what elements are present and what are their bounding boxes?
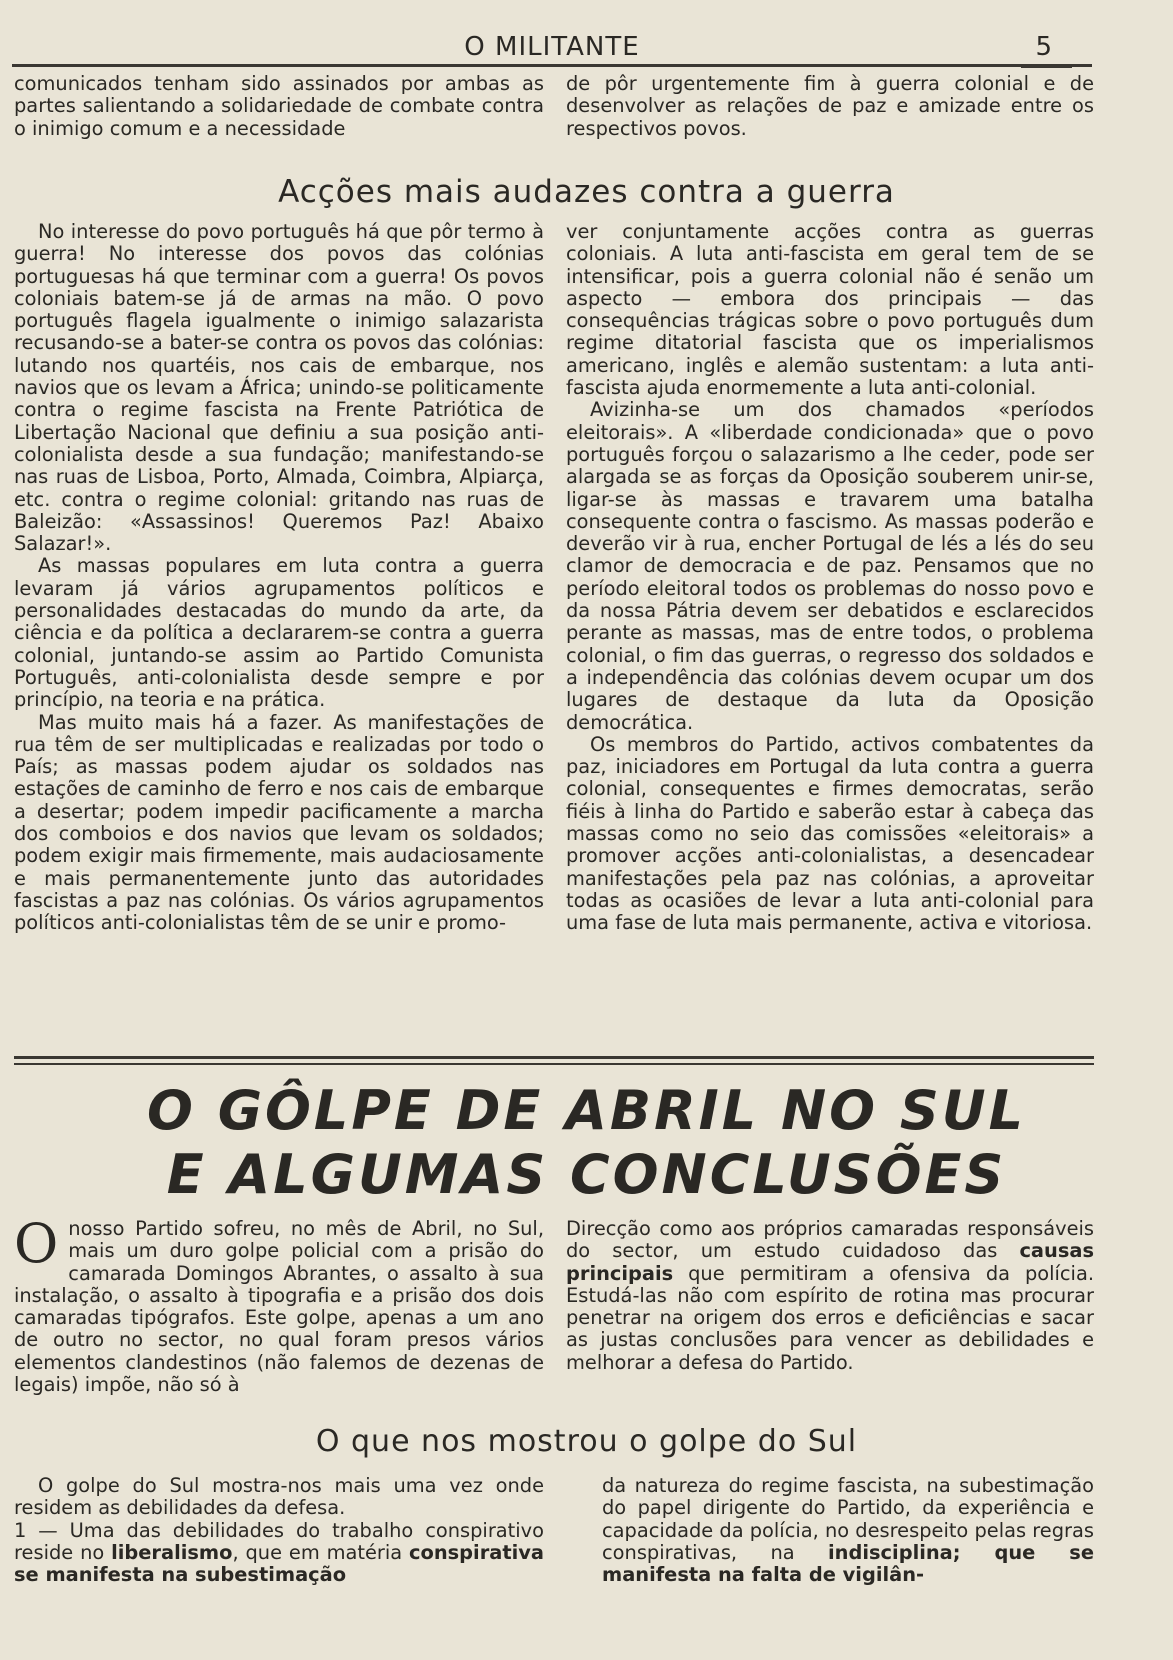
paragraph: Mas muito mais há a fazer. As manifestações de rua têm de ser multiplicadas e realizadas por todo o País; as massas podem ajudar os soldados nas estações de caminho de ferro e nos cais de embarque a desertar; podem impedir pacificamente a marcha dos comboios e dos navios que levam os soldados; podem exigir mais firmemente, mais audaciosamente e mais permanentemente junto das autoridades fascistas a paz nas colónias. Os vários agrupamentos políticos anti-colonialistas têm de se unir e promo-: [14, 710, 544, 935]
text-run: que permitiram a ofensiva da polícia. Estudá-las não com espírito de rotina mas procurar penetrar na origem dos erros e deficiências e sacar as justas conclusões para vencer as debilidades e melhorar a defesa do Partido.: [566, 1261, 1094, 1374]
paragraph: [566, 1218, 1094, 1374]
text-run: , que em matéria: [232, 1540, 410, 1564]
text-run: 1 — Uma das debilidades do trabalho conspirativo reside no: [14, 1518, 544, 1564]
paragraph: [14, 1520, 544, 1587]
article-subheading: O que nos mostrou o golpe do Sul: [315, 1424, 858, 1459]
text-run: da natureza do regime fascista, na subestimação do papel dirigente do Partido, da experiência e capacidade da polícia, no desrespeito pelas regras conspirativas, na: [602, 1474, 1094, 1564]
paragraph: As massas populares em luta contra a guerra levaram já vários agrupamentos políticos e personalidades destacadas do mundo da arte, da ciência e da política a declararem-se contra a guerra colonial, juntando-se assim ao Partido Comunista Português, anti-colonialista desde sempre e por princípio, na teoria e na prática.: [14, 554, 544, 712]
paragraph: de pôr urgentemente fim à guerra colonial e de desenvolver as relações de paz e amizade entre os respectivos povos.: [566, 72, 1094, 140]
article-headline-line2: E ALGUMAS CONCLUSÕES: [166, 1143, 1007, 1206]
emphasis: indisciplina; que se manifesta na falta de vigilân-: [602, 1540, 1094, 1587]
top-right-column: [566, 73, 1094, 140]
paragraph: ver conjuntamente acções contra as guerras coloniais. A luta anti-fascista em geral tem de se intensificar, pois a guerra colonial não é senão um aspecto — embora dos principais — das consequências trágicas sobre o povo português dum regime ditatorial fascista que os imperialismos americano, inglês e alemão sustentam: a luta anti-fascista ajuda enormemente a luta anti-colonial.: [566, 220, 1094, 400]
section-heading: Acções mais audazes contra a guerra: [278, 174, 895, 210]
article-headline-line1: O GÔLPE DE ABRIL NO SUL: [147, 1079, 1026, 1142]
article-left-column: [14, 1212, 544, 1397]
divider-rule: [14, 1056, 1094, 1059]
section1-left-column: [14, 221, 544, 935]
paragraph: O golpe do Sul mostra-nos mais uma vez onde residem as debilidades da defesa.: [14, 1474, 544, 1520]
section1-right-column: [566, 221, 1094, 935]
paragraph: Os membros do Partido, activos combatentes da paz, iniciadores em Portugal da luta contra a guerra colonial, consequentes e firmes democratas, serão fiéis à linha do Partido e saberão estar à cabeça das massas como no seio das comissões «eleitorais» a promover acções anti-colonialistas, a desencadear manifestações pela paz nas colónias, a aproveitar todas as ocasiões de levar a luta anti-colonial para uma fase de luta mais permanente, activa e vitoriosa.: [566, 732, 1094, 935]
subsection-right-column: [602, 1475, 1094, 1586]
subsection-left-column: [14, 1475, 544, 1586]
text-run: Direcção como aos próprios camaradas responsáveis do sector, um estudo cuidadoso das: [566, 1217, 1094, 1263]
publication-title: O MILITANTE: [464, 32, 640, 62]
drop-cap: O: [14, 1212, 59, 1275]
paragraph: [14, 1212, 544, 1397]
paragraph-text: nosso Partido sofreu, no mês de Abril, no Sul, mais um duro golpe policial com a prisão do camarada Domingos Abrantes, o assalto à sua instalação, o assalto à tipografia e a prisão dos dois camaradas tipógrafos. Este golpe, apenas a um ano de outro no sector, no qual foram presos vários elementos clandestinos (não falemos de dezenas de legais) impõe, não só à: [14, 1217, 544, 1397]
page-header: [12, 30, 1092, 67]
article-right-column: [566, 1218, 1094, 1374]
paragraph: Avizinha-se um dos chamados «períodos eleitorais». A «liberdade condicionada» que o povo português forçou o salazarismo a lhe ceder, pode ser alargada se as forças da Oposição souberem unir-se, ligar-se às massas e travarem uma batalha consequente contra o fascismo. As massas poderão e deverão vir à rua, encher Portugal de lés a lés do seu clamor de democracia e de paz. Pensamos que no período eleitoral todos os problemas do nosso povo e da nossa Pátria devem ser debatidos e esclarecidos perante as massas, mas de entre todos, o problema colonial, o fim das guerras, o regresso dos soldados e a independência das colónias devem ocupar um dos lugares de destaque da luta da Oposição democrática.: [566, 398, 1094, 734]
page-number: 5: [1035, 32, 1052, 62]
paragraph: [602, 1475, 1094, 1586]
divider-rule: [14, 1063, 1094, 1065]
paragraph: comunicados tenham sido assinados por ambas as partes salientando a solidariedade de combate contra o inimigo comum e a necessidade: [14, 72, 544, 140]
paragraph: No interesse do povo português há que pôr termo à guerra! No interesse dos povos das colónias portuguesas há que terminar com a guerra! Os povos coloniais batem-se já de armas na mão. O povo português flagela igualmente o inimigo salazarista recusando-se a bater-se contra os povos das colónias: lutando nos quartéis, nos cais de embarque, nos navios que os levam a África; unindo-se politicamente contra o regime fascista na Frente Patriótica de Libertação Nacional que definiu a sua posição anti-colonialista desde a sua fundação; manifestando-se nas ruas de Lisboa, Porto, Almada, Coimbra, Alpiarça, etc. contra o regime colonial: gritando nas ruas de Baleizão: «Assassinos! Queremos Paz! Abaixo Salazar!».: [14, 220, 544, 556]
emphasis: liberalismo: [111, 1540, 233, 1564]
emphasis: causas principais: [566, 1239, 1094, 1285]
emphasis: conspirativa se manifesta na subestimação: [14, 1540, 544, 1587]
top-left-column: [14, 73, 544, 140]
